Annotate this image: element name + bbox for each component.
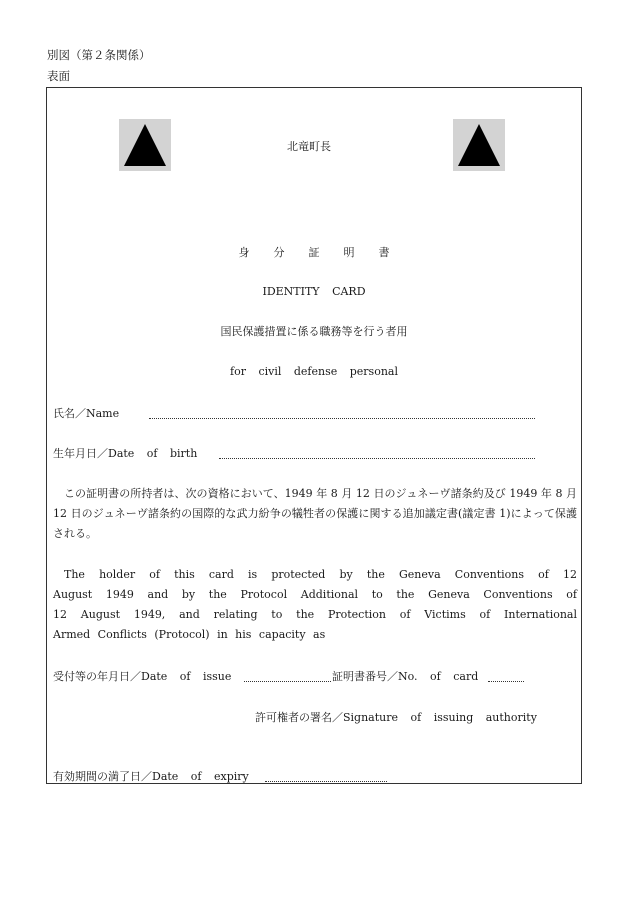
name-field[interactable] (149, 418, 535, 419)
title-char: 明 (343, 246, 355, 259)
front-side-label: 表面 (47, 69, 70, 83)
card-subtitle-en: for civil defense personal (230, 365, 398, 378)
name-label: 氏名／Name (53, 407, 120, 420)
card-subtitle-jp: 国民保護措置に係る職務等を行う者用 (220, 325, 408, 338)
en-line: The holder of this card is protected by the Geneva Conventions of 12 (64, 568, 577, 581)
issue-date-field[interactable] (244, 681, 331, 682)
triangle-emblem-icon (453, 119, 505, 171)
card-title-en: IDENTITY CARD (262, 285, 366, 298)
title-char: 身 (238, 246, 250, 259)
title-char: 分 (273, 246, 285, 259)
left-emblem (119, 119, 171, 171)
expiry-date-field[interactable] (265, 781, 387, 782)
en-line: August 1949 and by the Protocol Additional to the Geneva Conventions of (53, 588, 577, 601)
protection-text-jp: この証明書の所持者は、次の資格において、1949 年 8 月 12 日のジュネーヴ諸条約及び 1949 年 8 月 12 日のジュネーヴ諸条約の国際的な武力紛争の犠牲者の保護に関する追加議定書(議定書 1)によって保護される。 (53, 487, 577, 540)
dob-label: 生年月日／Date of birth (53, 447, 198, 460)
title-char: 証 (308, 246, 320, 259)
signature-label: 許可権者の署名／Signature of issuing authority (255, 711, 537, 724)
en-line: Armed Conflicts (Protocol) in his capacity as (53, 628, 326, 641)
protection-text-en (53, 565, 577, 645)
card-number-field[interactable] (488, 681, 524, 682)
card-number-label: 証明書番号／No. of card (332, 670, 479, 683)
issuer-name: 北竜町長 (287, 140, 331, 153)
card-title-jp (47, 244, 581, 260)
dob-field[interactable] (219, 458, 535, 459)
appendix-label: 別図（第２条関係） (47, 48, 151, 62)
triangle-emblem-icon (119, 119, 171, 171)
title-char: 書 (378, 246, 390, 259)
issue-date-label: 受付等の年月日／Date of issue (53, 670, 232, 683)
en-line: 12 August 1949, and relating to the Protection of Victims of International (53, 608, 577, 621)
identity-card (46, 87, 582, 784)
right-emblem (453, 119, 505, 171)
expiry-date-label: 有効期間の満了日／Date of expiry (53, 770, 249, 783)
